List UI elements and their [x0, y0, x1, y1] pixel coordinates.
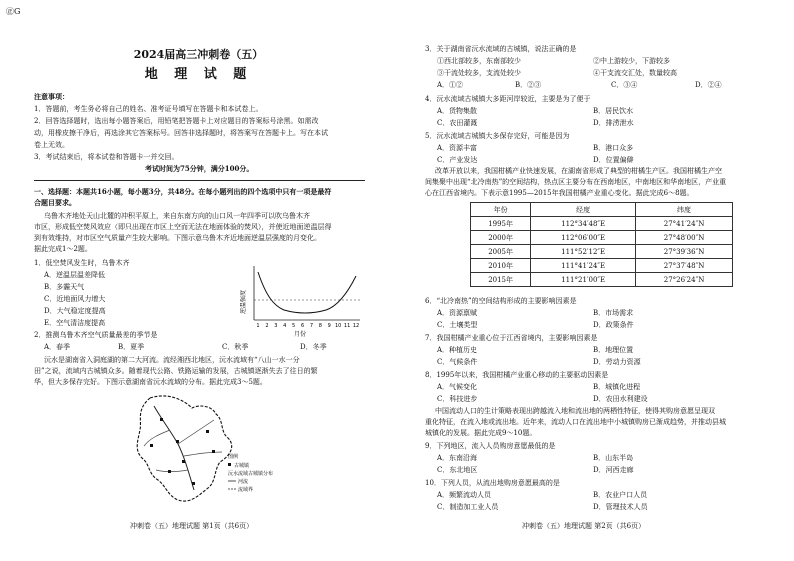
q10-option: B．农业户口人员: [593, 491, 648, 499]
table-header: 纬度: [636, 203, 733, 217]
table-cell: 27°48′00″N: [636, 231, 733, 245]
chart-ylabel: 逆温强度: [240, 289, 247, 315]
table-row: [471, 231, 733, 245]
question-10: 10．下列人员，从流出地购房意愿最高的是: [425, 479, 560, 487]
q5-option: A．资源丰富: [437, 144, 478, 152]
q6-option: B．市场需求: [593, 309, 634, 317]
passage-line: 心在江西省境内。下表示意1995—2015年我国柑橘产业重心变化。据此完成6～8题。: [425, 189, 694, 197]
q5-option: C．产业发达: [437, 156, 478, 164]
q6-option: A．资源禀赋: [437, 309, 478, 317]
chart-curve: [258, 272, 356, 313]
q3-option: A．①②: [437, 81, 464, 89]
chart-xlabel: 月份: [293, 331, 307, 338]
q5-option: B．港口众多: [593, 144, 634, 152]
legend-title: 图例: [228, 454, 239, 460]
q1-option: D．大气稳定度提高: [44, 307, 106, 315]
section-heading: 一、选择题：本题共16小题，每小题3分，共48分。在每小题列出的四个选项中只有一项是最符: [34, 187, 332, 196]
q10-option: A．频繁流动人员: [437, 491, 492, 499]
question-5: 5．沅水流域古城镇大多保存完好，可能是因为: [425, 132, 570, 140]
q3-option: B．②③: [515, 81, 542, 89]
page-footer-left: 冲刺卷（五）地理试题 第1页（共6页）: [130, 522, 254, 530]
q8-option: B．城镇化进程: [593, 383, 641, 391]
legend-distribution: 沅水流域古城镇分布: [228, 471, 274, 477]
note-line: 1．答题前，考生务必将自己的姓名、准考证号填写在答题卡和本试卷上。: [34, 105, 263, 113]
table-cell: 111°52′12″E: [531, 245, 636, 259]
q6-option: C．土壤类型: [437, 321, 478, 329]
q1-option: E．空气清洁度提高: [44, 319, 106, 327]
legend-town: 古城镇: [234, 463, 250, 469]
q4-option: B．居民饮水: [593, 107, 634, 115]
legend-river: 河流: [238, 479, 249, 485]
table-cell: 2000年: [471, 231, 531, 245]
chart-month-label: 12: [352, 323, 360, 329]
q3-option: D．②④: [695, 81, 722, 89]
q8-option: D．农田水利建设: [593, 395, 648, 403]
inversion-chart: [240, 262, 365, 338]
chart-month-ticks: [256, 323, 359, 329]
q7-option: D．劳动力资源: [593, 358, 641, 366]
note-line: 动，用橡皮擦干净后，再选涂其它答案标号。回答非选择题时，将答案写在答题卡上。写在本试: [34, 129, 328, 137]
basin-map: [120, 390, 280, 512]
question-6: 6．“北冷南热”的空间结构形成的主要影响因素是: [425, 297, 577, 305]
q3-option: C．③④: [611, 81, 638, 89]
question-3: 3．关于湖南省沅水流域的古城镇，说法正确的是: [425, 45, 577, 53]
q3-item: ①西北部较多，东南部较少: [437, 57, 521, 65]
chart-month-label: 2: [265, 323, 269, 329]
q1-option: C．近地面风力增大: [44, 295, 106, 303]
q7-option: C．气候条件: [437, 358, 478, 366]
table-header: 经度: [531, 203, 636, 217]
chart-month-label: 6: [300, 323, 305, 329]
question-4: 4．沅水流域古城镇大多距河岸较近，主要是为了便于: [425, 95, 591, 103]
q3-item: ②中上游较少，下游较多: [593, 57, 670, 65]
chart-month-label: 7: [309, 323, 314, 329]
table-cell: 27°26′24″N: [636, 273, 733, 287]
passage-line: 中国流动人口的生计策略表现出跨越流入地和流出地的两栖性特征，使得其购房意愿呈现双: [435, 407, 715, 415]
passage-line: 华，但大多保存完好。下图示意湖南省沅水流域的分布。据此完成3～5题。: [34, 378, 267, 386]
chart-month-label: 4: [283, 323, 287, 329]
chart-month-label: 8: [318, 323, 322, 329]
table-row: [471, 217, 733, 231]
chart-month-label: 11: [343, 323, 351, 329]
passage-line: 重化特征，在流入地或流出地。近年来，流动人口在流出地中小城镇购房已渐成趋势，并推动县城: [425, 418, 726, 426]
chart-month-label: 1: [256, 323, 260, 329]
map-legend: [228, 453, 273, 493]
passage-line: 城镇化的发展。据此完成9～10题。: [425, 429, 537, 437]
question-2: 2．推测乌鲁木齐空气质量最差的季节是: [34, 331, 158, 339]
page-footer-right: 冲刺卷（五）地理试题 第2页（共6页）: [522, 522, 646, 530]
page-right: [397, 0, 794, 561]
table-cell: 27°39′36″N: [636, 245, 733, 259]
q2-option: D．冬季: [300, 343, 327, 351]
table-cell: 112°06′00″E: [531, 231, 636, 245]
table-cell: 27°37′48″N: [636, 259, 733, 273]
exam-title: 2024届高三冲刺卷（五）: [133, 48, 264, 61]
table-row: [471, 273, 733, 287]
orange-center-table: [470, 202, 733, 287]
divider: [34, 180, 365, 181]
q1-option: B．多霾天气: [44, 283, 85, 291]
passage-line: 沅水是湖南省入洞庭湖的第二大河流。流经湘西北地区，沅水流域有“八山一水一分: [44, 356, 300, 364]
q2-option: C．秋季: [222, 343, 249, 351]
table-header: 年份: [471, 203, 531, 217]
question-8: 8．1995年以来，我国柑橘产业重心移动的主要驱动因素是: [425, 371, 609, 379]
q4-option: A．货物集散: [437, 107, 478, 115]
q3-item: ③干流处较多，支流处较少: [437, 69, 521, 77]
chart-month-label: 5: [292, 323, 296, 329]
table-cell: 111°21′00″E: [531, 273, 636, 287]
time-info: 考试时间为75分钟，满分100分。: [145, 164, 254, 173]
table-cell: 112°34′48″E: [531, 217, 636, 231]
table-cell: 111°41′24″E: [531, 259, 636, 273]
subject-title: 地 理 试 题: [144, 67, 253, 82]
q9-option: A．东南沿海: [437, 454, 478, 462]
q7-option: A．种植历史: [437, 346, 478, 354]
table-row: [471, 245, 733, 259]
table-header-row: [471, 203, 733, 217]
q6-option: D．政策条件: [593, 321, 634, 329]
passage-line: 田”之说，流域内古城镇众多。随着现代公路、铁路运输的发展，古城镇逐渐失去了往日的繁: [34, 367, 318, 375]
note-line: 2．回答选择题时，选出每小题答案后，用铅笔把答题卡上对应题目的答案标号涂黑。如需改: [34, 117, 319, 125]
note-line: 卷上无效。: [34, 141, 69, 149]
table-cell: 2015年: [471, 273, 531, 287]
notes-heading: 注意事项：: [34, 92, 69, 101]
q9-option: B．山东半岛: [593, 454, 634, 462]
q9-option: C．东北地区: [437, 466, 478, 474]
q2-option: A．春季: [44, 343, 71, 351]
q10-option: C．制造加工业人员: [437, 503, 499, 511]
q4-option: C．农田灌溉: [437, 119, 478, 127]
table-cell: 2005年: [471, 245, 531, 259]
question-7: 7．我国柑橘产业重心位于江西省境内，主要影响因素是: [425, 334, 598, 342]
table-cell: 1995年: [471, 217, 531, 231]
passage-line: 据此完成1～2题。: [34, 245, 92, 253]
q1-option: A．逆温层温差降低: [44, 271, 106, 279]
passage-line: 间集聚中出现“北冷南热”的空间结构，热点区主要分布在西南地区，中南地区和华南地区，产业重: [425, 178, 727, 186]
corner-mark: ㊣G: [6, 7, 21, 16]
chart-month-label: 3: [274, 323, 278, 329]
passage-line: 市区，形成低空焚风效应（即只出现在市区上空而无法在地面体验的焚风），并使近地面逆温层得: [34, 223, 332, 231]
q2-option: B．夏季: [118, 343, 145, 351]
q8-option: C．科技进步: [437, 395, 478, 403]
table-cell: 27°41′24″N: [636, 217, 733, 231]
q5-option: D．位置偏僻: [593, 156, 634, 164]
q7-option: B．地理位置: [593, 346, 634, 354]
legend-boundary: 流域界: [238, 487, 254, 493]
passage-line: 到有效维持，对市区空气质量产生较大影响。下图示意乌鲁木齐近地面逆温层强度的月变化。: [34, 234, 321, 242]
basin-boundary: [137, 396, 231, 501]
chart-month-label: 10: [334, 323, 342, 329]
note-line: 3．考试结束后，将本试卷和答题卡一并交回。: [34, 153, 179, 161]
q3-item: ④干支流交汇处，数量较高: [593, 69, 677, 77]
table-cell: 2010年: [471, 259, 531, 273]
q9-option: D．河西走廊: [593, 466, 634, 474]
section-heading-cont: 合题目要求。: [34, 198, 76, 207]
q8-option: A．气候变化: [437, 383, 478, 391]
chart-month-label: 9: [327, 323, 331, 329]
q4-option: D．排涝泄水: [593, 119, 634, 127]
table-row: [471, 259, 733, 273]
passage-line: 改革开放以来，我国柑橘产业快速发展，在湖南省形成了典型的柑橘生产区。我国柑橘生产空: [435, 167, 722, 175]
question-1: 1．低空焚风发生时，乌鲁木齐: [34, 259, 130, 267]
passage-line: 乌鲁木齐地处天山北麓的冲积平原上，来自东南方向的山口风一年四季可以吹乌鲁木齐: [44, 212, 310, 220]
q10-option: D．管理技术人员: [593, 503, 648, 511]
question-9: 9．下列地区，流入人员购房意愿最低的是: [425, 442, 556, 450]
